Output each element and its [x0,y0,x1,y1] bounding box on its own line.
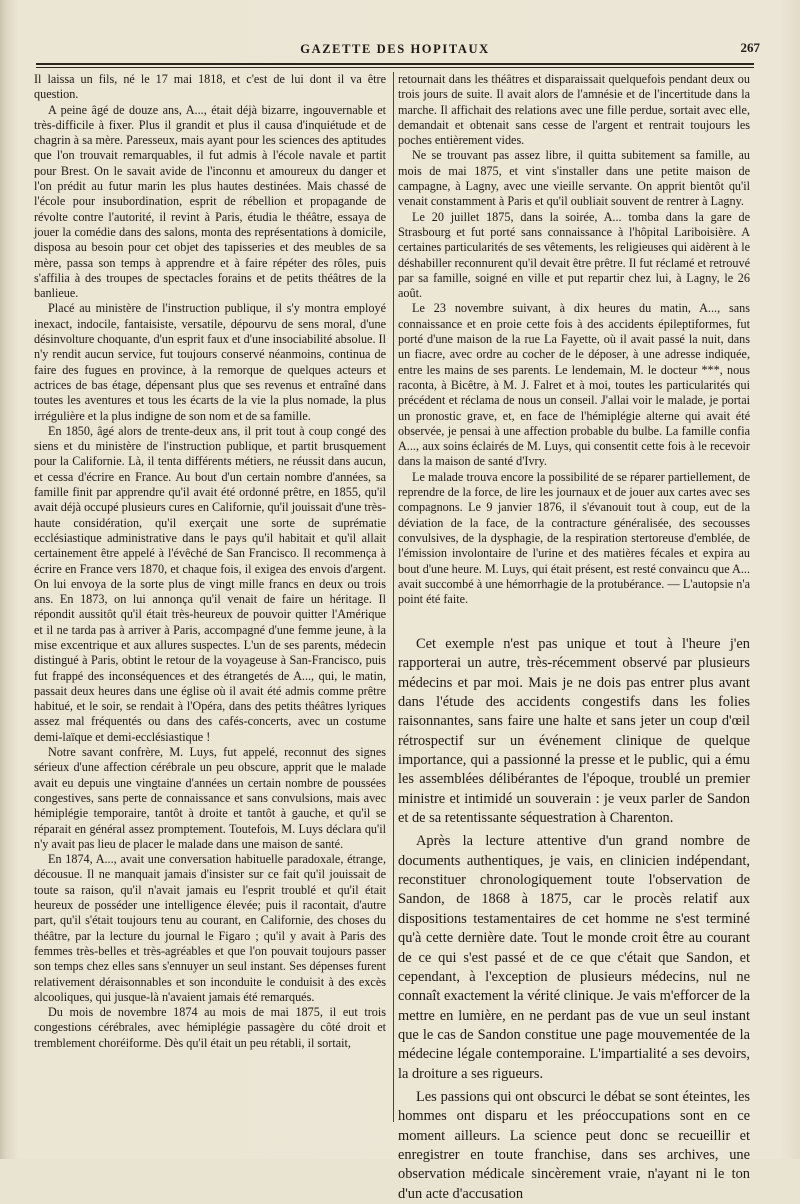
paragraph: Ne se trouvant pas assez libre, il quitta subitement sa famille, au mois de mai 1875, et vint s'installer dans une petite maison de campagne, à Lagny, avec une vieille servante. On apprit bientôt qu'il venait constamment à Paris et qu'il oubliait souvent de rentrer à Lagny. [398,148,750,209]
running-title: GAZETTE DES HOPITAUX [300,42,490,56]
header-rule-thin [36,67,754,68]
paragraph: retournait dans les théâtres et disparaissait quelquefois pendant deux ou trois jours de suite. Il avait alors de l'amnésie et de l'incertitude dans la marche. Il affichait des relations avec une fille perdue, sortait avec elle, demandait et obtenait sans cesse de l'argent et rentrait toujours les poches entièrement vides. [398,72,750,148]
paragraph: En 1850, âgé alors de trente-deux ans, il prit tout à coup congé des siens et du ministère de l'instruction publique, et partit brusquement pour la Californie. Là, il tenta différents métiers, ne réussit dans aucun, et cessa d'écrire en France. Au bout d'un certain nombre d'années, sa famille finit par apprendre qu'il avait été ordonné prêtre, en 1855, qu'il avait déjà occupé plusieurs cures en Californie, qu'il jouissait d'une très-haute considération, qu'il exerçait une sorte de suprématie ecclésiastique administrative dans le pays qu'il habitait et qu'il allait certainement être appelé à l'évêché de San Francisco. Il recommença à écrire en France vers 1870, et chaque fois, il exigea des envois d'argent. On lui envoya de la sorte plus de vingt mille francs en deux ou trois ans. En 1873, on lui annonça qu'il venait de faire un héritage. Il répondit aussitôt qu'il était très-heureux de pouvoir quitter l'Amérique et il ne tarda pas à arriver à Paris, accompagné d'une femme jeune, à la mise excentrique et aux allures suspectes. L'un de ses parents, médecin distingué à Paris, obtint le retour de la voyageuse à San-Francisco, puis fut frappé des inconséquences et des étrangetés de A..., qui, le matin, passait deux heures dans une église où il avait été admis comme prêtre habitué, et le soir, se rendait à l'Opéra, dans des petits théâtres lyriques assez mal fréquentés ou dans des cafés-concerts, avec un costume demi-laïque et demi-ecclésiastique ! [34,423,386,744]
paragraph: Les passions qui ont obscurci le débat se sont éteintes, les hommes ont disparu et les préoccupations sont en ce moment ailleurs. La science peut donc se recueillir et enregistrer en toute franchise, dans ses archives, une observation médicale sincèrement vraie, n'ayant ni le ton d'un acte d'accusation [398,1088,750,1202]
page-number: 267 [740,40,760,55]
paragraph: En 1874, A..., avait une conversation habituelle paradoxale, étrange, décousue. Il ne manquait jamais d'insister sur ce fait qu'il jouissait de toute sa raison, qu'il n'avait jamais eu l'esprit troublé et qu'il était heureux de posséder une intelligence élevée; puis il racontait, d'autre part, qu'il s'était toujours tenu au courant, en Californie, des choses du théâtre, par la lecture du journal le Figaro ; qu'il y avait à Paris des femmes très-belles et très-agréables et que l'on pouvait toujours passer son temps chez elles sans s'ennuyer un seul instant. Ses dépenses furent relativement déraisonnables et son inconduite le conduisit à des excès alcooliques, qui jusque-là n'avaient jamais été remarqués. [34,852,386,1004]
column-divider [393,72,394,1122]
paragraph: Placé au ministère de l'instruction publique, il s'y montra employé inexact, indocile, fantaisiste, versatile, dépourvu de sens moral, d'une désinvolture choquante, d'un esprit faux et d'une insociabilité absolue. Il n'y rendit aucun service, fut toujours conservé néanmoins, continua de faire des fugues en province, à la remorque de quelques acteurs et actrices de bas étage, dépensant plus que ses revenus et entraîné dans toutes les aventures et tous les écarts de la vie la plus nomade, la plus irrégulière et la plus indigne de son nom et de sa famille. [34,301,386,423]
page-header [30,38,760,62]
paragraph: Cet exemple n'est pas unique et tout à l'heure j'en rapporterai un autre, très-récemment observé par plusieurs médecins et par moi. Mais je ne dois pas entrer plus avant dans l'étude des accidents congestifs dans les folies raisonnantes, sans faire une halte et sans jeter un coup d'œil rétrospectif sur un événement clinique de quelque importance, qui a passionné la presse et le public, qui a ému les assemblées délibérantes de l'époque, troublé un premier ministre et intimidé un souverain : je veux parler de Sandon et de sa retentissante séquestration à Charenton. [398,636,750,827]
right-column [398,72,750,607]
paragraph: Après la lecture attentive d'un grand nombre de documents authentiques, je vais, en clinicien indépendant, reconstituer chronologiquement toute l'observation de Sandon, de 1868 à 1875, car le procès relatif aux dispositions testamentaires de cet homme ne s'est terminé qu'à cette dernière date. Tout le monde croit être au courant de ce qui s'est passé et de ce que c'était que Sandon, et cependant, à l'exception de plusieurs médecins, nul ne connaît exactement la vérité clinique. Je vais m'efforcer de la mettre en lumière, en ne perdant pas de vue un seul instant que le cas de Sandon constitue une page mouvementée de la médecine légale contemporaine. L'impartialité a ses devoirs, la droiture a ses rigueurs. [398,833,750,1082]
paragraph: Le 20 juillet 1875, dans la soirée, A... tomba dans la gare de Strasbourg et fut porté sans connaissance à l'hôpital Lariboisière. A certaines particularités de ses vêtements, les religieuses qui aidèrent à le déshabiller reconnurent qu'il devait être prêtre. Il fut réclamé et retrouvé par sa famille, soigné en ville et put repartir chez lui, à Lagny, le 26 août. [398,209,750,301]
header-rule-thick [36,63,754,65]
paragraph: Notre savant confrère, M. Luys, fut appelé, reconnut des signes sérieux d'une affection cérébrale un peu obscure, apprit que le malade avait eu depuis une vingtaine d'années un certain nombre de poussées congestives, sans perte de connaissance et sans convulsions, mais avec hémiplégie temporaire, tantôt à droite et tantôt à gauche, et qu'il se réparait en général assez promptement. Toutefois, M. Luys déclara qu'il n'y avait pas lieu de placer le malade dans une maison de santé. [34,745,386,851]
paragraph: Le 23 novembre suivant, à dix heures du matin, A..., sans connaissance et en proie cette fois à des accidents épileptiformes, fut porté d'une maison de la rue La Fayette, où il avait passé la nuit, dans un fiacre, avec ordre au cocher de le déposer, à une adresse indiquée, entre les mains de ses parents. Le lendemain, M. le docteur ***, nous raconta, à Bicêtre, à M. J. Falret et à moi, toutes les particularités qui précédent et réclama de nous un conseil. J'allai voir le malade, je portai un pronostic grave, et, en face de l'hémiplégie alterne qui avait été observée, je pensai à une affection probable du bulbe. La famille confia A..., aux soins éclairés de M. Luys, qui consentit cette fois à le recevoir dans la maison de santé d'Ivry. [398,301,750,469]
commentary-section [398,635,750,1204]
paragraph: Le malade trouva encore la possibilité de se réparer partiellement, de reprendre de la force, de lire les journaux et de jouer aux cartes avec ses compagnons. Le 9 janvier 1876, il s'évanouit tout à coup, eut de la déviation de la face, de la contracture généralisée, des secousses convulsives, de la dysphagie, de la respiration stertoreuse d'emblée, de l'émission involontaire de l'urine et des matières fécales et expira au bout d'une heure. M. Luys, qui était présent, est resté convaincu que A... avait succombé à une hémorrhagie de la protubérance. — L'autopsie n'a point été faite. [398,469,750,607]
paragraph: Du mois de novembre 1874 au mois de mai 1875, il eut trois congestions cérébrales, avec hémiplégie passagère du côté droit et tremblement choréiforme. Dès qu'il était un peu rétabli, il sortait, [34,1005,386,1050]
paragraph: A peine âgé de douze ans, A..., était déjà bizarre, ingouvernable et très-difficile à fixer. Plus il grandit et plus il causa d'inquiétude et de chagrin à sa mère. Paresseux, mais ayant pour les sciences des aptitudes que l'on trouvait remarquables, il fut admis à l'école navale et partit pour Brest. On le savait avide de l'inconnu et amoureux du danger et l'on prédit au futur marin les plus hautes destinées. Mais chassé de l'école pour insubordination, esprit de rébellion et propagande de révolte contre l'autorité, il revint à Paris, étudia le théâtre, essaya de jouer la comédie dans des salons, monta des représentations à domicile, disposa au besoin pour cet objet des tapisseries et des meubles de sa mère, passa son temps à apprendre et à faire répéter des rôles, puis s'affilia à des troupes de spectacles forains et de petits théâtres de la banlieue. [34,102,386,301]
paragraph: Il laissa un fils, né le 17 mai 1818, et c'est de lui dont il va être question. [34,72,386,102]
left-column [34,72,386,1051]
